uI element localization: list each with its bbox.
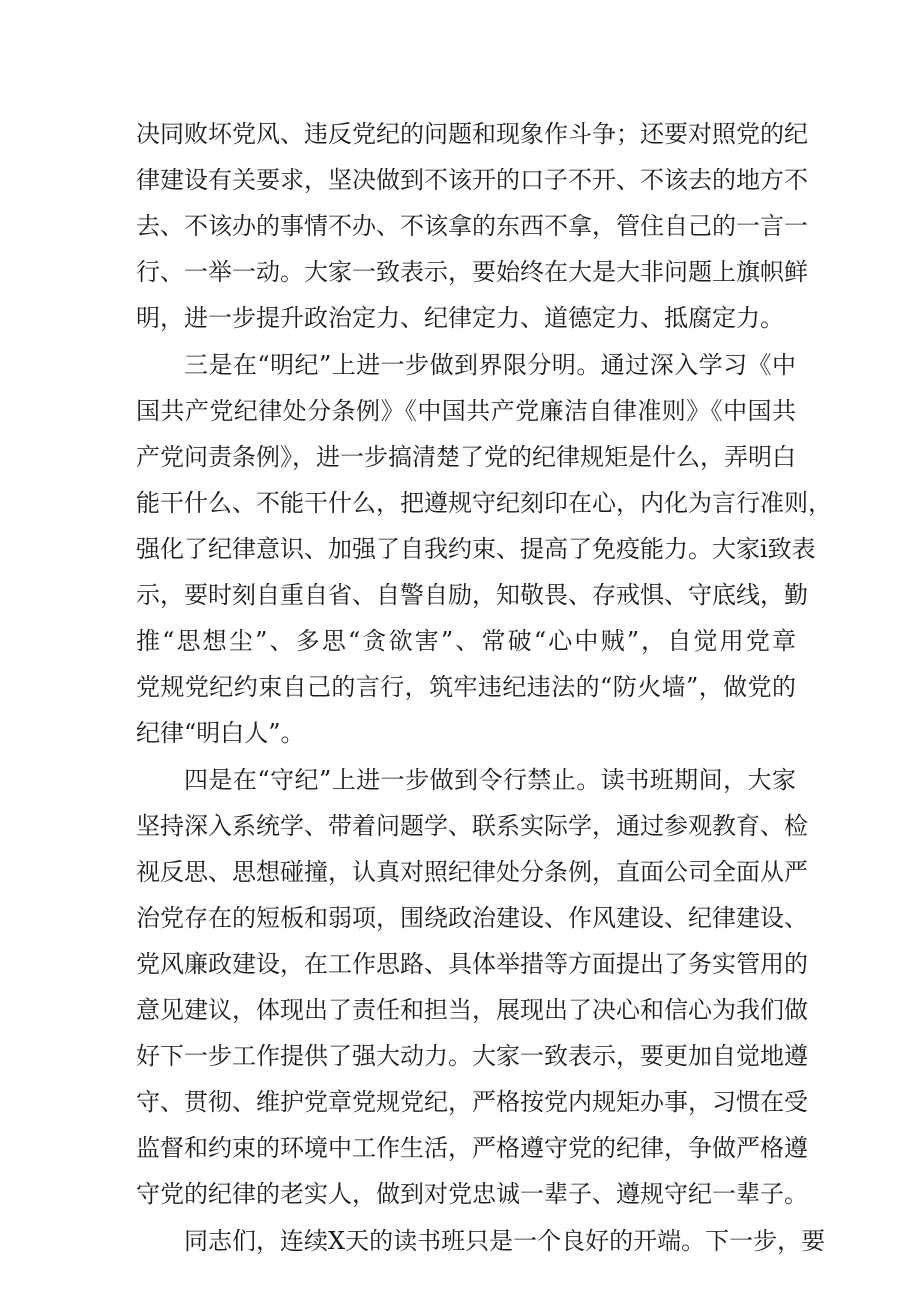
text-line: 意见建议，体现出了责任和担当，展现出了决心和信心为我们做: [136, 996, 808, 1024]
text-line: 推“思想尘”、多思“贪欲害”、常破“心中贼”，自觉用党章: [136, 627, 796, 655]
text-line: 决同败坏党风、违反党纪的问题和现象作斗争；还要对照党的纪: [136, 120, 808, 148]
text-line: 视反思、思想碰撞，认真对照纪律处分条例，直面公司全面从严: [136, 858, 808, 886]
paragraph-start-line: 三是在“明纪”上进一步做到界限分明。通过深入学习《中: [184, 351, 796, 379]
text-line: 坚持深入系统学、带着问题学、联系实际学，通过参观教育、检: [136, 812, 808, 840]
text-line: 党规党纪约束自己的言行，筑牢违纪违法的“防火墙”，做党的: [136, 673, 796, 701]
text-line: 国共产党纪律处分条例》《中国共产党廉洁自律准则》《中国共: [136, 397, 796, 425]
text-line: 好下一步工作提供了强大动力。大家一致表示，要更加自觉地遵: [136, 1042, 808, 1070]
text-line: 律建设有关要求，坚决做到不该开的口子不开、不该去的地方不: [136, 166, 808, 194]
text-line: 产党问责条例》，进一步搞清楚了党的纪律规矩是什么，弄明白: [136, 443, 796, 471]
text-line: 纪律“明白人”。: [136, 719, 305, 747]
paragraph-start-line: 同志们，连续X天的读书班只是一个良好的开端。下一步，要: [184, 1227, 826, 1255]
text-line: 守、贯彻、维护党章党规党纪，严格按党内规矩办事，习惯在受: [136, 1088, 808, 1116]
text-line: 守党的纪律的老实人，做到对党忠诚一辈子、遵规守纪一辈子。: [136, 1180, 808, 1208]
text-line: 示，要时刻自重自省、自警自励，知敬畏、存戒惧、守底线，勤: [136, 581, 808, 609]
text-line: 强化了纪律意识、加强了自我约束、提高了免疫能力。大家i致表: [136, 535, 816, 563]
text-line: 明，进一步提升政治定力、纪律定力、道德定力、抵腐定力。: [136, 304, 784, 332]
text-line: 党风廉政建设，在工作思路、具体举措等方面提出了务实管用的: [136, 950, 808, 978]
text-line: 行、一举一动。大家一致表示，要始终在大是大非问题上旗帜鲜: [136, 258, 808, 286]
text-line: 监督和约束的环境中工作生活，严格遵守党的纪律，争做严格遵: [136, 1134, 808, 1162]
text-line: 治党存在的短板和弱项，围绕政治建设、作风建设、纪律建设、: [136, 904, 808, 932]
paragraph-start-line: 四是在“守纪”上进一步做到令行禁止。读书班期间，大家: [184, 766, 796, 794]
text-line: 去、不该办的事情不办、不该拿的东西不拿，管住自己的一言一: [136, 212, 808, 240]
text-line: 能干什么、不能干什么，把遵规守纪刻印在心，内化为言行准则，: [136, 489, 832, 517]
